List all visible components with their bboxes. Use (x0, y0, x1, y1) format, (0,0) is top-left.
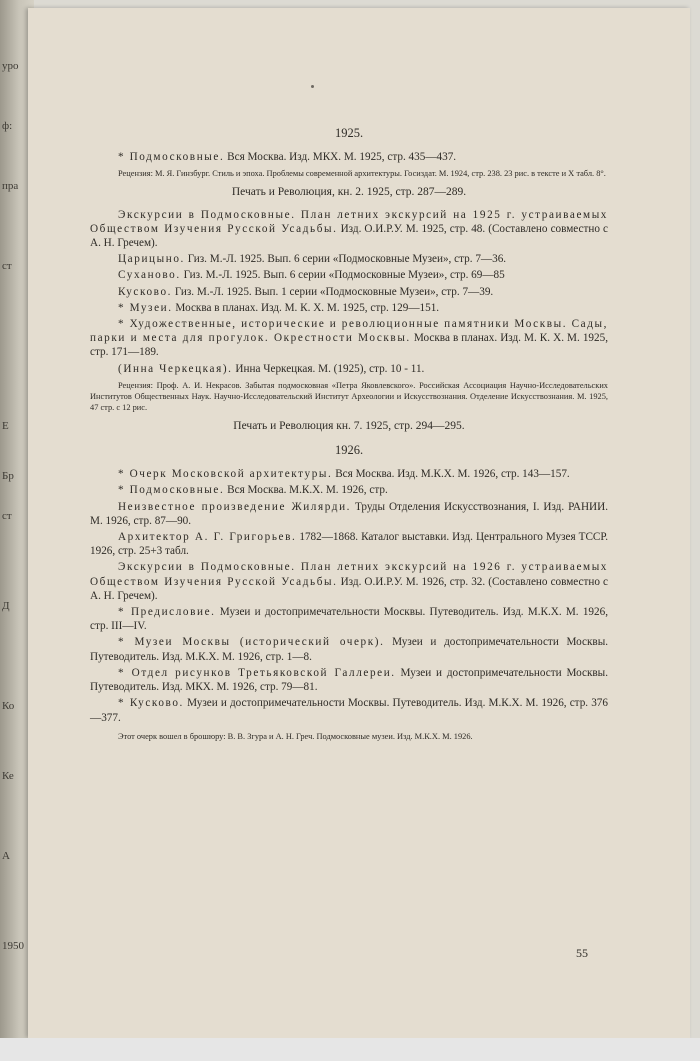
entry-title: Архитектор А. Г. Григорьев. (118, 531, 297, 544)
bibliography-entry (90, 285, 608, 299)
bibliography-entry (90, 252, 608, 266)
entry-details: Гиз. М.-Л. 1925. Вып. 6 серии «Подмосковные Музеи», стр. 7—36. (184, 253, 507, 266)
entry-title: Неизвестное произведение Жилярди. (118, 500, 352, 513)
edge-fragment: ст (2, 510, 12, 522)
edge-fragment: ст (2, 260, 12, 272)
entry-details: Москва в планах. Изд. М. К. Х. М. 1925, стр. 129—151. (172, 301, 440, 314)
entry-title: Кусково. (118, 285, 173, 298)
entry-details: Музеи и достопримечательности Москвы. Путеводитель. Изд. М.К.Х. М. 1926, стр. 1—8. (90, 636, 609, 663)
entry-details: Вся Москва. Изд. М.К.Х. М. 1926, стр. 143—157. (332, 468, 570, 481)
edge-fragment: пра (2, 180, 19, 192)
bibliography-entry (90, 635, 608, 663)
bibliography-entry (90, 605, 608, 633)
entry-title: * Кусково. (118, 697, 184, 710)
footnote: Этот очерк вошел в брошюру: В. В. Згура и А. Н. Греч. Подмосковные музеи. Изд. М.К.Х. М. 1926. (118, 731, 473, 741)
entry-details: Гиз. М.-Л. 1925. Вып. 6 серии «Подмосковные Музеи», стр. 69—85 (180, 269, 505, 282)
entry-title: * Подмосковные. (118, 151, 225, 164)
bibliography-entry (90, 208, 608, 251)
entry-title: * Художественные, исторические и революционные памятники Москвы. Сады, парки и места для прогулок. Окрестности Москвы. (90, 318, 608, 345)
entry-title: Царицыно. (118, 253, 185, 266)
bibliography-entry (90, 666, 608, 694)
bibliography-entry (90, 317, 608, 360)
entry-title: Экскурсии в Подмосковные. План летних экскурсий на 1926 г. устраиваемых Обществом Изучения Русской Усадьбы. (90, 561, 608, 588)
edge-fragment: уро (2, 60, 19, 72)
entry-title: * Предисловие. (118, 606, 216, 619)
entry-title: * Очерк Московской архитектуры. (118, 468, 333, 481)
entry-details: 1782—1868. Каталог выставки. Изд. Центрального Музея ТССР. 1926, стр. 25+3 табл. (90, 531, 608, 558)
entry-title: * Музеи Москвы (исторический очерк). (118, 636, 385, 649)
bibliography-entry (90, 150, 608, 164)
entry-details: Инна Черкецкая. М. (1925), стр. 10 - 11. (232, 362, 425, 375)
year-heading-1926: 1926. (334, 443, 364, 458)
entry-details: Изд. О.И.Р.У. М. 1925, стр. 48. (Составлено совместно с А. Н. Гречем). (90, 222, 608, 250)
review-note: Рецензия: М. Я. Гинзбург. Стиль и эпоха. Проблемы современной архитектуры. Госиздат. М. 1924, стр. 238. 23 рис. в тексте и X табл. 8°. (118, 169, 606, 179)
bibliography-entry (90, 467, 608, 481)
page-number: 55 (576, 946, 588, 960)
edge-fragment: Е (2, 420, 9, 432)
entry-title: * Подмосковные. (118, 484, 225, 497)
entry-title: * Музеи. (118, 301, 173, 314)
entry-details: Гиз. М.-Л. 1925. Вып. 1 серии «Подмосковные Музеи», стр. 7—39. (172, 285, 494, 298)
entry-title: (Инна Черкецкая). (118, 362, 233, 375)
review-note: Рецензия: Проф. А. И. Некрасов. Забытая подмосковная «Петра Яковлевского». Российская Ассоциация Научно-Исследовательских Институтов Общественных Наук. Научно-Исследовательский Институт Археологии и Искусствознания. Отделение Искусствознания. М. 1925, 47 стр. с 12 рис. (90, 380, 608, 412)
edge-fragment: Д (2, 600, 10, 612)
book-page (28, 8, 690, 1038)
entry-details: Вся Москва. Изд. МКХ. М. 1925, стр. 435—437. (224, 151, 457, 164)
bibliography-entry (90, 696, 608, 724)
entry-title: * Отдел рисунков Третьяковской Галлереи. (118, 666, 396, 679)
page-content (90, 126, 608, 742)
year-heading-1925: 1925. (334, 126, 364, 140)
edge-fragment: Бр (2, 470, 14, 482)
bibliography-entry (90, 483, 608, 497)
edge-fragment: А (2, 850, 10, 862)
entry-title: Суханово. (118, 269, 181, 282)
bibliography-entry (90, 530, 608, 558)
entry-details: Музеи и достопримечательности Москвы. Путеводитель. Изд. М.К.Х. М. 1926, стр. III—IV. (90, 606, 608, 633)
bibliography-entry (90, 301, 608, 315)
entry-details: Музеи и достопримечательности Москвы. Путеводитель. Изд. МКХ. М. 1926, стр. 79—81. (90, 666, 608, 694)
print-speck (311, 85, 314, 88)
background-surface (0, 1038, 700, 1061)
bibliography-entry (90, 268, 608, 282)
edge-fragment: Ко (2, 700, 15, 712)
entry-details: Музеи и достопримечательности Москвы. Путеводитель. Изд. М.К.Х. М. 1926, стр. 376—377. (90, 697, 608, 724)
edge-fragment: 1950 (2, 940, 24, 952)
review-source: Печать и Революция кн. 7. 1925, стр. 294—295. (233, 419, 465, 432)
entry-details: Москва в планах. Изд. М. К. Х. М. 1925, стр. 171—189. (90, 332, 608, 359)
bibliography-entry (90, 500, 608, 528)
entry-title: Экскурсии в Подмосковные. План летних экскурсий на 1925 г. устраиваемых Обществом Изучения Русской Усадьбы. (90, 208, 608, 235)
edge-fragment: Ке (2, 770, 14, 782)
edge-fragment: ф: (2, 120, 13, 132)
entry-details: Изд. О.И.Р.У. М. 1926, стр. 32. (Составлено совместно с А. Н. Гречем). (90, 575, 608, 602)
entry-details: Вся Москва. М.К.Х. М. 1926, стр. (224, 484, 388, 497)
entry-details: Труды Отделения Искусствознания, I. Изд. РАНИИ. М. 1926, стр. 87—90. (90, 500, 608, 527)
bibliography-entry (90, 362, 608, 376)
bibliography-entry (90, 560, 608, 603)
review-source: Печать и Революция, кн. 2. 1925, стр. 287—289. (231, 186, 467, 199)
